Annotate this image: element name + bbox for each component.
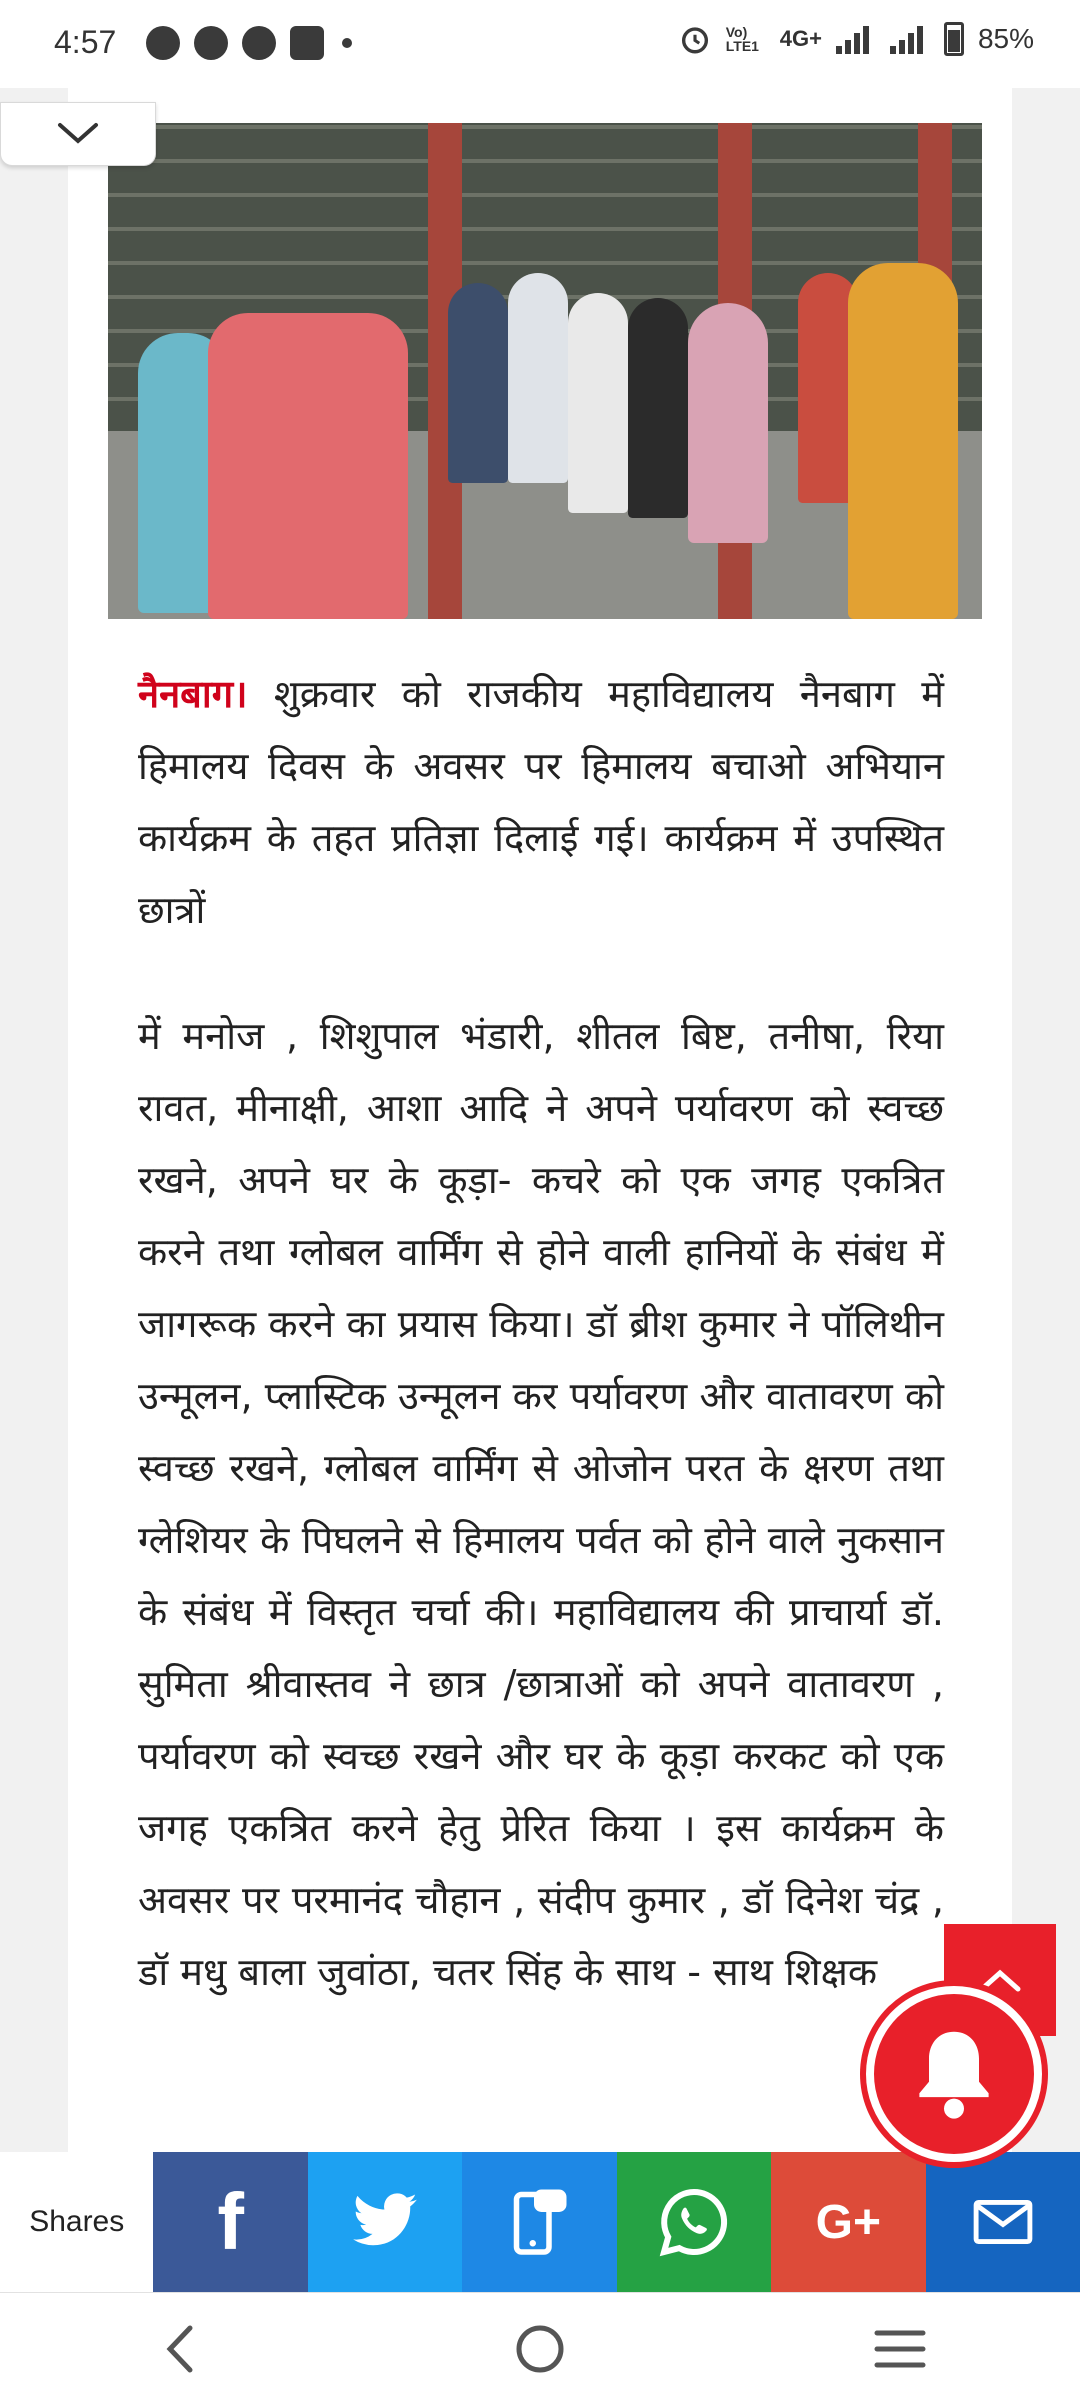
article-place: नैनबाग। [138, 672, 248, 716]
whatsapp-notification-icon [146, 26, 180, 60]
signal-1-icon [836, 24, 876, 54]
system-navigation-bar [0, 2292, 1080, 2404]
clock-notification-icon [242, 26, 276, 60]
chevron-down-icon [56, 121, 100, 147]
more-notifications-dot-icon [342, 38, 352, 48]
share-twitter-button[interactable] [308, 2152, 462, 2292]
back-chevron-icon [162, 2322, 198, 2376]
notification-bell-button[interactable] [866, 1986, 1042, 2162]
status-bar [0, 0, 1080, 88]
shares-label: Shares [29, 2205, 125, 2238]
network-type: 4G+ [779, 26, 822, 51]
status-time: 4:57 [54, 24, 117, 60]
photo-person [628, 298, 688, 518]
google-plus-icon: G+ [815, 2195, 882, 2249]
article-page [0, 88, 1080, 2152]
article-paragraph-2: में मनोज , शिशुपाल भंडारी, शीतल बिष्ट, तनीषा, रिया रावत, मीनाक्षी, आशा आदि ने अपने पर्यावरण को स्वच्छ रखने, अपने घर के कूड़ा- कचरे को एक जगह एकत्रित करने तथा ग्लोबल वार्मिंग से होने वाली हानियों के संबंध में जागरूक करने का प्रयास किया। डॉ ब्रीश कुमार ने पॉलिथीन उन्मूलन, प्लास्टिक उन्मूलन कर पर्यावरण और वातावरण को स्वच्छ रखने, ग्लोबल वार्मिंग से ओजोन परत के क्षरण तथा ग्लेशियर के पिघलने से हिमालय पर्वत को होने वाले नुकसान के संबंध में विस्तृत चर्चा की। महाविद्यालय की प्राचार्या डॉ. सुमिता श्रीवास्तव ने छात्र /छात्राओं को अपने वातावरण , पर्यावरण को स्वच्छ रखने और घर के कूड़ा करकट को एक जगह एकत्रित करने हेतु प्रेरित किया । इस कार्यक्रम के अवसर पर परमानंद चौहान , संदीप कुमार , डॉ दिनेश चंद्र , डॉ मधु बाला जुवांठा, चतर सिंह के साथ - साथ शिक्षक [138, 1014, 944, 1994]
sms-phone-icon [509, 2187, 569, 2257]
nav-back-button[interactable] [120, 2304, 240, 2394]
alarm-icon [678, 22, 712, 56]
photo-person [688, 303, 768, 543]
email-icon [973, 2200, 1033, 2244]
menu-lines-icon [873, 2327, 927, 2371]
collapse-header-button[interactable] [0, 102, 156, 166]
nav-menu-button[interactable] [840, 2304, 960, 2394]
share-whatsapp-button[interactable] [617, 2152, 771, 2292]
photo-person [568, 293, 628, 513]
system-indicators [678, 22, 1034, 56]
volte-indicator: Vo) LTE1 [725, 24, 759, 54]
notification-icons [146, 26, 352, 60]
mail-notification-icon [290, 26, 324, 60]
photo-person [848, 263, 958, 619]
battery-percent: 85% [977, 23, 1034, 54]
share-facebook-button[interactable] [153, 2152, 307, 2292]
twitter-icon [350, 2193, 420, 2251]
bell-icon [906, 2024, 1002, 2124]
share-sms-button[interactable] [462, 2152, 616, 2292]
nav-home-button[interactable] [480, 2304, 600, 2394]
article-paragraph-1-text: शुक्रवार को राजकीय महाविद्यालय नैनबाग में हिमालय दिवस के अवसर पर हिमालय बचाओ अभियान कार्यक्रम के तहत प्रतिज्ञा दिलाई गई। कार्यक्रम में उपस्थित छात्रों [138, 672, 944, 932]
whatsapp-icon [658, 2186, 730, 2258]
photo-person [208, 313, 408, 619]
home-circle-icon [513, 2322, 567, 2376]
photo-person [448, 283, 508, 483]
share-bar [0, 2152, 1080, 2292]
article-photo[interactable] [108, 123, 982, 619]
signal-2-icon [890, 24, 930, 54]
photo-person [508, 273, 568, 483]
battery-icon [944, 22, 964, 56]
share-google-plus-button[interactable] [771, 2152, 925, 2292]
article-paragraph-1 [138, 658, 944, 946]
facebook-icon: f [217, 2177, 244, 2266]
phone-notification-icon [194, 26, 228, 60]
share-email-button[interactable] [926, 2152, 1080, 2292]
